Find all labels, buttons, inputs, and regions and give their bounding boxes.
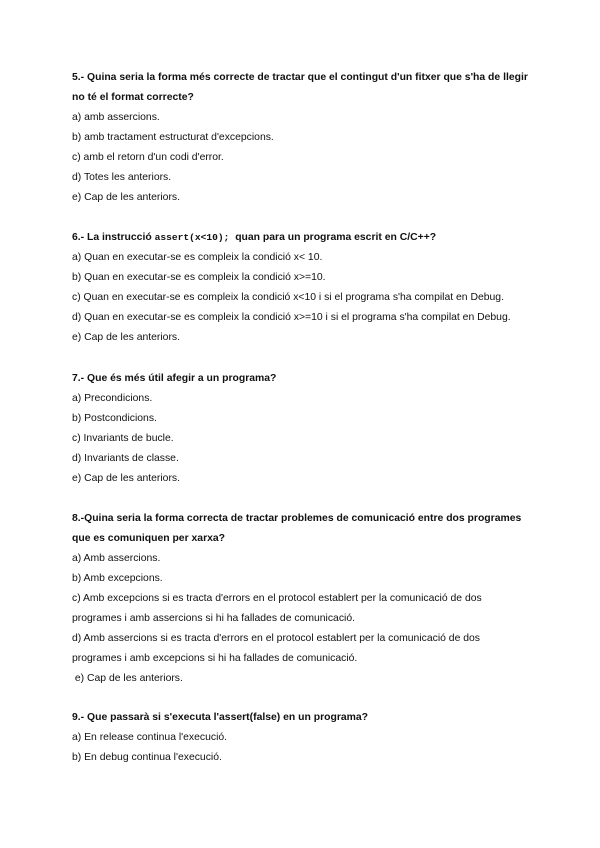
question-7-option-d: d) Invariants de classe. (72, 453, 179, 464)
question-7-option-c: c) Invariants de bucle. (72, 433, 174, 444)
question-5-option-a: a) amb assercions. (72, 112, 160, 123)
question-5-option-b: b) amb tractament estructurat d'excepcions. (72, 132, 274, 143)
question-9 (72, 708, 532, 768)
question-5 (72, 68, 532, 208)
question-6-title-code: assert(x<10); (154, 232, 230, 243)
question-5-option-d: d) Totes les anteriors. (72, 172, 172, 183)
question-6-title-prefix: 6.- La instrucció (72, 232, 155, 243)
question-9-option-b: b) En debug continua l'execució. (72, 752, 222, 763)
question-8-option-c-line-1: c) Amb excepcions si es tracta d'errors en el protocol establert per la comunicació de dos (72, 593, 482, 604)
question-8-option-b: b) Amb excepcions. (72, 573, 163, 584)
question-6-option-a: a) Quan en executar-se es compleix la condició x< 10. (72, 252, 323, 263)
question-8-option-e: e) Cap de les anteriors. (72, 673, 183, 684)
question-6-title (72, 228, 532, 248)
question-8-option-d-line-2: programes i amb excepcions si hi ha fallades de comunicació. (72, 653, 358, 664)
question-8-option-d-line-1: d) Amb assercions si es tracta d'errors en el protocol establert per la comunicació de dos (72, 633, 480, 644)
question-7-option-b: b) Postcondicions. (72, 413, 157, 424)
question-5-option-e: e) Cap de les anteriors. (72, 192, 181, 203)
question-7-title: 7.- Que és més útil afegir a un programa? (72, 373, 277, 384)
question-5-title-line-1: 5.- Quina seria la forma més correcte de tractar que el contingut d'un fitxer que s'ha de llegir (72, 72, 528, 83)
question-6-option-e: e) Cap de les anteriors. (72, 332, 181, 343)
question-8-option-c-line-2: programes i amb assercions si hi ha fallades de comunicació. (72, 613, 355, 624)
question-8-title-line-1: 8.-Quina seria la forma correcta de tractar problemes de comunicació entre dos programes (72, 513, 522, 524)
question-8 (72, 509, 532, 689)
question-8-option-a: a) Amb assercions. (72, 553, 161, 564)
question-9-title: 9.- Que passarà si s'executa l'assert(false) en un programa? (72, 712, 369, 723)
question-8-title-line-2: que es comuniquen per xarxa? (72, 533, 226, 544)
question-6-option-b: b) Quan en executar-se es compleix la condició x>=10. (72, 272, 326, 283)
question-9-option-a: a) En release continua l'execució. (72, 732, 228, 743)
question-6-option-c: c) Quan en executar-se es compleix la condició x<10 i si el programa s'ha compilat en Debug. (72, 292, 504, 303)
question-6-title-suffix: quan para un programa escrit en C/C++? (229, 232, 437, 243)
question-7 (72, 369, 532, 489)
question-7-option-a: a) Precondicions. (72, 393, 153, 404)
question-6 (72, 228, 532, 348)
question-5-option-c: c) amb el retorn d'un codi d'error. (72, 152, 224, 163)
question-6-option-d: d) Quan en executar-se es compleix la condició x>=10 i si el programa s'ha compilat en Debug. (72, 312, 511, 323)
question-5-title-line-2: no té el format correcte? (72, 92, 194, 103)
question-7-option-e: e) Cap de les anteriors. (72, 473, 181, 484)
